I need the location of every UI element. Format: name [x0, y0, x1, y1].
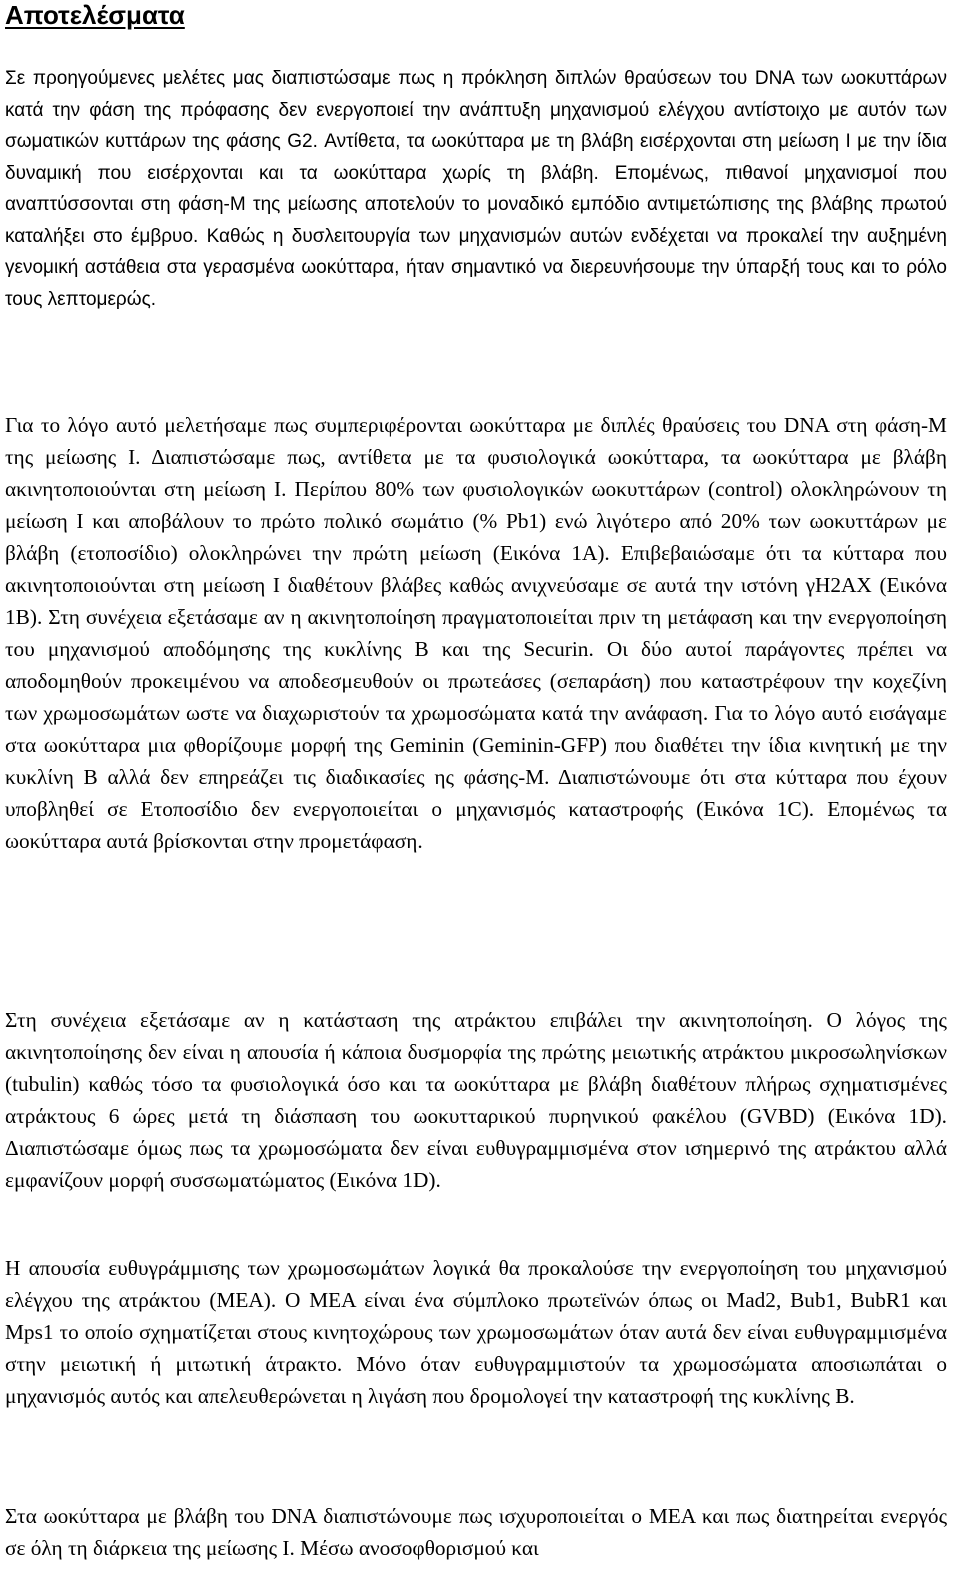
paragraph-spindle: Στη συνέχεια εξετάσαμε αν η κατάσταση της ατράκτου επιβάλει την ακινητοποίηση. Ο λόγος της ακινητοποίησης δεν είναι η απουσία ή κάποια δυσμορφία της πρώτης μειωτικής ατράκτου μικροσωληνίσκων (tubulin) καθώς τόσο τα φυσιολογικά όσο και τα ωοκύτταρα με βλάβη διαθέτουν πλήρως σχηματισμένες ατράκτους 6 ώρες μετά τη διάσπαση του ωοκυτταρικού πυρηνικού φακέλου (GVBD) (Εικόνα 1D). Διαπιστώσαμε όμως πως τα χρωμοσώματα δεν είναι ευθυγραμμισμένα στον ισημερινό της ατράκτου αλλά εμφανίζουν μορφή συσσωματώματος (Εικόνα 1D).	[5, 1008, 947, 1192]
paragraph-dna-damage-sac: Στα ωοκύτταρα με βλάβη του DNA διαπιστώνουμε πως ισχυροποιείται ο ΜΕΑ και πως διατηρείται ενεργός σε όλη τη διάρκεια της μείωσης Ι. Μέσω ανοσοφθορισμού και	[5, 1504, 947, 1560]
paragraph-sac: Η απουσία ευθυγράμμισης των χρωμοσωμάτων λογικά θα προκαλούσε την ενεργοποίηση του μηχανισμού ελέγχου της ατράκτου (ΜΕΑ). Ο ΜΕΑ είναι ένα σύμπλοκο πρωτεϊνών όπως οι Mad2, Bub1, BubR1 και Mps1 το οποίο σχηματίζεται στους κινητοχώρους των χρωμοσωμάτων όταν αυτά δεν είναι ευθυγραμμισμένα στην μειωτική ή μιτωτική άτρακτο. Μόνο όταν ευθυγραμμιστούν τα χρωμοσώματα αποσιωπάται ο μηχανισμός αυτός και απελευθερώνεται η λιγάση που δρομολογεί την καταστροφή της κυκλίνης Β.	[5, 1256, 947, 1408]
paragraph-meiosis-arrest: Για το λόγο αυτό μελετήσαμε πως συμπεριφέρονται ωοκύτταρα με διπλές θραύσεις του DNA στη φάση-Μ της μείωσης Ι. Διαπιστώσαμε πως, αντίθετα με τα φυσιολογικά ωοκύτταρα, τα ωοκύτταρα με βλάβη ακινητοποιούνται στη μείωση Ι. Περίπου 80% των φυσιολογικών ωοκυττάρων (control) ολοκληρώνουν τη μείωση Ι και αποβάλουν το πρώτο πολικό σωμάτιο (% Pb1) ενώ λιγότερο από 20% των ωοκυττάρων με βλάβη (ετοποσίδιο) ολοκληρώνει την πρώτη μείωση (Εικόνα 1Α). Επιβεβαιώσαμε ότι τα κύτταρα που ακινητοποιούνται στη μείωση Ι διαθέτουν βλάβες καθώς ανιχνεύσαμε σε αυτά την ιστόνη γH2AX (Εικόνα 1Β). Στη συνέχεια εξετάσαμε αν η ακινητοποίηση πραγματοποιείται πριν τη μετάφαση και την ενεργοποίηση του μηχανισμού αποδόμησης της κυκλίνης Β και της Securin. Οι δύο αυτοί παράγοντες πρέπει να αποδομηθούν προκειμένου να αποδεσμευθούν οι πρωτεάσες (σεπαράση) που καταστρέφουν την κοχεζίνη των χρωμοσωμάτων ωστε να διαχωριστούν τα χρωμοσώματα κατά την ανάφαση. Για το λόγο αυτό εισάγαμε στα ωοκύτταρα μια φθορίζουμε μορφή της Geminin (Geminin-GFP) που διαθέτει την ίδια κινητική με την κυκλίνη Β αλλά δεν επηρεάζει τις διαδικασίες ης φάσης-Μ. Διαπιστώνουμε ότι στα κύτταρα που έχουν υποβληθεί σε Ετοποσίδιο δεν ενεργοποιείται ο μηχανισμός καταστροφής (Εικόνα 1C). Επομένως τα ωοκύτταρα αυτά βρίσκονται στην προμετάφαση.	[5, 413, 947, 853]
paragraph-intro: Σε προηγούμενες μελέτες μας διαπιστώσαμε πως η πρόκληση διπλών θραύσεων του DNA των ωοκυττάρων κατά την φάση της πρόφασης δεν ενεργοποιεί την ανάπτυξη μηχανισμού ελέγχου αντίστοιχο με αυτόν των σωματικών κυττάρων της φάσης G2. Αντίθετα, τα ωοκύτταρα με τη βλάβη εισέρχονται στη μείωση Ι με την ίδια δυναμική που εισέρχονται και τα ωοκύτταρα χωρίς τη βλάβη. Επομένως, πιθανοί μηχανισμοί που αναπτύσσονται στη φάση-Μ της μείωσης αποτελούν το μοναδικό εμπόδιο αντιμετώπισης της βλάβης πρωτού καταλήξει στο έμβρυο. Καθώς η δυσλειτουργία των μηχανισμών αυτών ενδέχεται να προκαλεί την αυξημένη γενομική αστάθεια στα γερασμένα ωοκύτταρα, ήταν σημαντικό να διερευνήσουμε την ύπαρξή τους και το ρόλο τους λεπτομερώς.	[5, 68, 947, 310]
section-heading: Αποτελέσματα	[5, 0, 185, 30]
